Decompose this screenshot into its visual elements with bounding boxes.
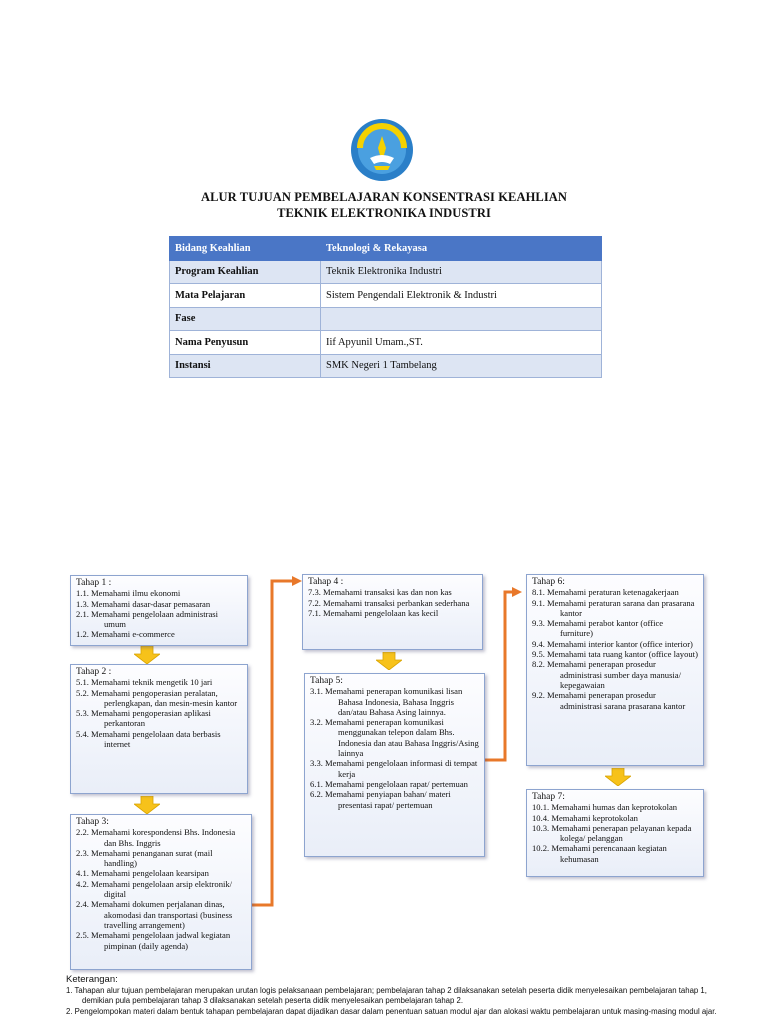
info-label: Bidang Keahlian — [170, 237, 321, 261]
notes-section — [66, 975, 736, 1017]
stage-item: 4.2. Memahami pengelolaan arsip elektronik/ digital — [76, 878, 233, 900]
info-value: Teknologi & Rekayasa — [321, 237, 602, 261]
stage-item: 9.5. Memahami tata ruang kantor (office layout) — [532, 649, 698, 660]
stage-item: 3.2. Memahami penerapan komunikasi menggunakan telepon dalam Bhs. Indonesia dan atau Bahasa Inggris/Asing lainnya — [310, 717, 479, 759]
stage-item: 10.2. Memahami perencanaan kegiatan kehumasan — [532, 843, 667, 864]
notes-item: 1. Tahapan alur tujuan pembelajaran merupakan urutan logis pelaksanaan pembelajaran; pembelajaran tahap 2 dilaksanakan setelah peserta didik menyelesaikan pembelajaran tahap 1, demikian pula pembelajaran tahap 3 dilaksanakan setelah peserta didik menyelesaikan pembelajaran tahap 2. — [66, 985, 707, 1005]
stage-box-tahap1 — [70, 575, 248, 646]
stage-item: 2.3. Memahami penanganan surat (mail handling) — [76, 847, 213, 869]
stage-item: 2.4. Memahami dokumen perjalanan dinas, akomodasi dan transportasi (business travelling arrangement) — [76, 899, 233, 930]
stage-heading: Tahap 2 : — [76, 667, 112, 677]
stage-item: 8.2. Memahami penerapan prosedur administrasi sumber daya manusia/ kepegawaian — [532, 659, 682, 690]
arrow-down-icon — [605, 768, 631, 786]
stage-heading: Tahap 5: — [310, 676, 343, 686]
stage-item: 9.4. Memahami interior kantor (office interior) — [532, 638, 693, 649]
document-title-line1: ALUR TUJUAN PEMBELAJARAN KONSENTRASI KEAHLIAN — [200, 190, 568, 204]
stage-heading: Tahap 1 : — [76, 578, 112, 588]
info-value: SMK Negeri 1 Tambelang — [321, 354, 602, 378]
stage-item: 2.5. Memahami pengelolaan jadwal kegiatan pimpinan (daily agenda) — [76, 930, 231, 951]
stage-box-tahap7 — [526, 789, 704, 877]
stage-item: 3.1. Memahami penerapan komunikasi lisan Bahasa Indonesia, Bahasa Inggris dan/atau Bahasa Asing lainnya. — [310, 686, 463, 717]
stage-box-tahap6 — [526, 574, 704, 766]
stage-box-tahap5 — [304, 673, 485, 857]
stage-item: 1.1. Memahami ilmu ekonomi — [76, 588, 181, 599]
stage-item: 7.2. Memahami transaksi perbankan sederhana — [308, 597, 470, 608]
stage-item: 8.1. Memahami peraturan ketenagakerjaan — [532, 587, 679, 598]
stage-item: 3.3. Memahami pengelolaan informasi di tempat kerja — [310, 758, 478, 779]
stage-item: 4.1. Memahami pengelolaan kearsipan — [76, 868, 209, 879]
notes-heading: Keterangan: — [66, 974, 118, 985]
arrow-down-icon — [376, 652, 402, 670]
arrow-down-icon — [134, 646, 160, 664]
stage-item: 2.2. Memahami korespondensi Bhs. Indonesia dan Bhs. Inggris — [76, 827, 236, 848]
stage-item: 10.1. Memahami humas dan keprotokolan — [532, 802, 678, 813]
info-value: Teknik Elektronika Industri — [321, 260, 602, 284]
stage-box-tahap4 — [302, 574, 483, 650]
stage-item: 9.3. Memahami perabot kantor (office furniture) — [532, 618, 664, 639]
stage-heading: Tahap 7: — [532, 792, 565, 802]
stage-box-tahap3 — [70, 814, 252, 970]
stage-heading: Tahap 3: — [76, 817, 109, 827]
info-label: Fase — [170, 307, 321, 331]
stage-item: 2.1. Memahami pengelolaan administrasi umum — [76, 608, 218, 630]
document-title-line2: TEKNIK ELEKTRONIKA INDUSTRI — [277, 206, 491, 220]
stage-item: 10.3. Memahami penerapan pelayanan kepada kolega/ pelanggan — [532, 822, 692, 844]
stage-item: 1.3. Memahami dasar-dasar pemasaran — [76, 598, 211, 609]
stage-item: 7.3. Memahami transaksi kas dan non kas — [308, 587, 452, 598]
stage-item: 6.2. Memahami penyiapan bahan/ materi presentasi rapat/ pertemuan — [310, 789, 451, 810]
stage-item: 9.1. Memahami peraturan sarana dan prasarana kantor — [532, 597, 695, 618]
info-label: Program Keahlian — [170, 260, 321, 284]
info-label: Mata Pelajaran — [170, 284, 321, 308]
stage-heading: Tahap 6: — [532, 577, 565, 587]
arrow-down-icon — [134, 796, 160, 814]
info-label: Instansi — [170, 354, 321, 378]
info-value: Sistem Pengendali Elektronik & Industri — [321, 284, 602, 308]
stage-item: 5.2. Memahami pengoperasian peralatan, perlengkapan, dan mesin-mesin kantor — [76, 687, 238, 708]
stage-heading: Tahap 4 : — [308, 577, 344, 587]
stage-item: 5.1. Memahami teknik mengetik 10 jari — [76, 677, 213, 688]
stage-item: 6.1. Memahami pengelolaan rapat/ pertemuan — [310, 778, 468, 789]
info-value: Iif Apyunil Umam.,ST. — [321, 331, 602, 355]
stage-item: 10.4. Memahami keprotokolan — [532, 812, 638, 823]
notes-item: 2. Pengelompokan materi dalam bentuk tahapan pembelajaran dapat dijadikan dasar dalam penentuan satuan modul ajar dan alokasi waktu pembelajaran untuk masing-masing modul ajar. — [66, 1006, 717, 1016]
stage-item: 9.2. Memahami penerapan prosedur administrasi sarana prasarana kantor — [532, 690, 686, 711]
info-label: Nama Penyusun — [170, 331, 321, 355]
stage-item: 7.1. Memahami pengelolaan kas kecil — [308, 607, 439, 618]
stage-item: 5.3. Memahami pengoperasian aplikasi perkantoran — [76, 708, 211, 729]
stage-box-tahap2 — [70, 664, 248, 794]
stage-item: 1.2. Memahami e-commerce — [76, 629, 175, 640]
stage-item: 5.4. Memahami pengelolaan data berbasis internet — [76, 728, 221, 750]
